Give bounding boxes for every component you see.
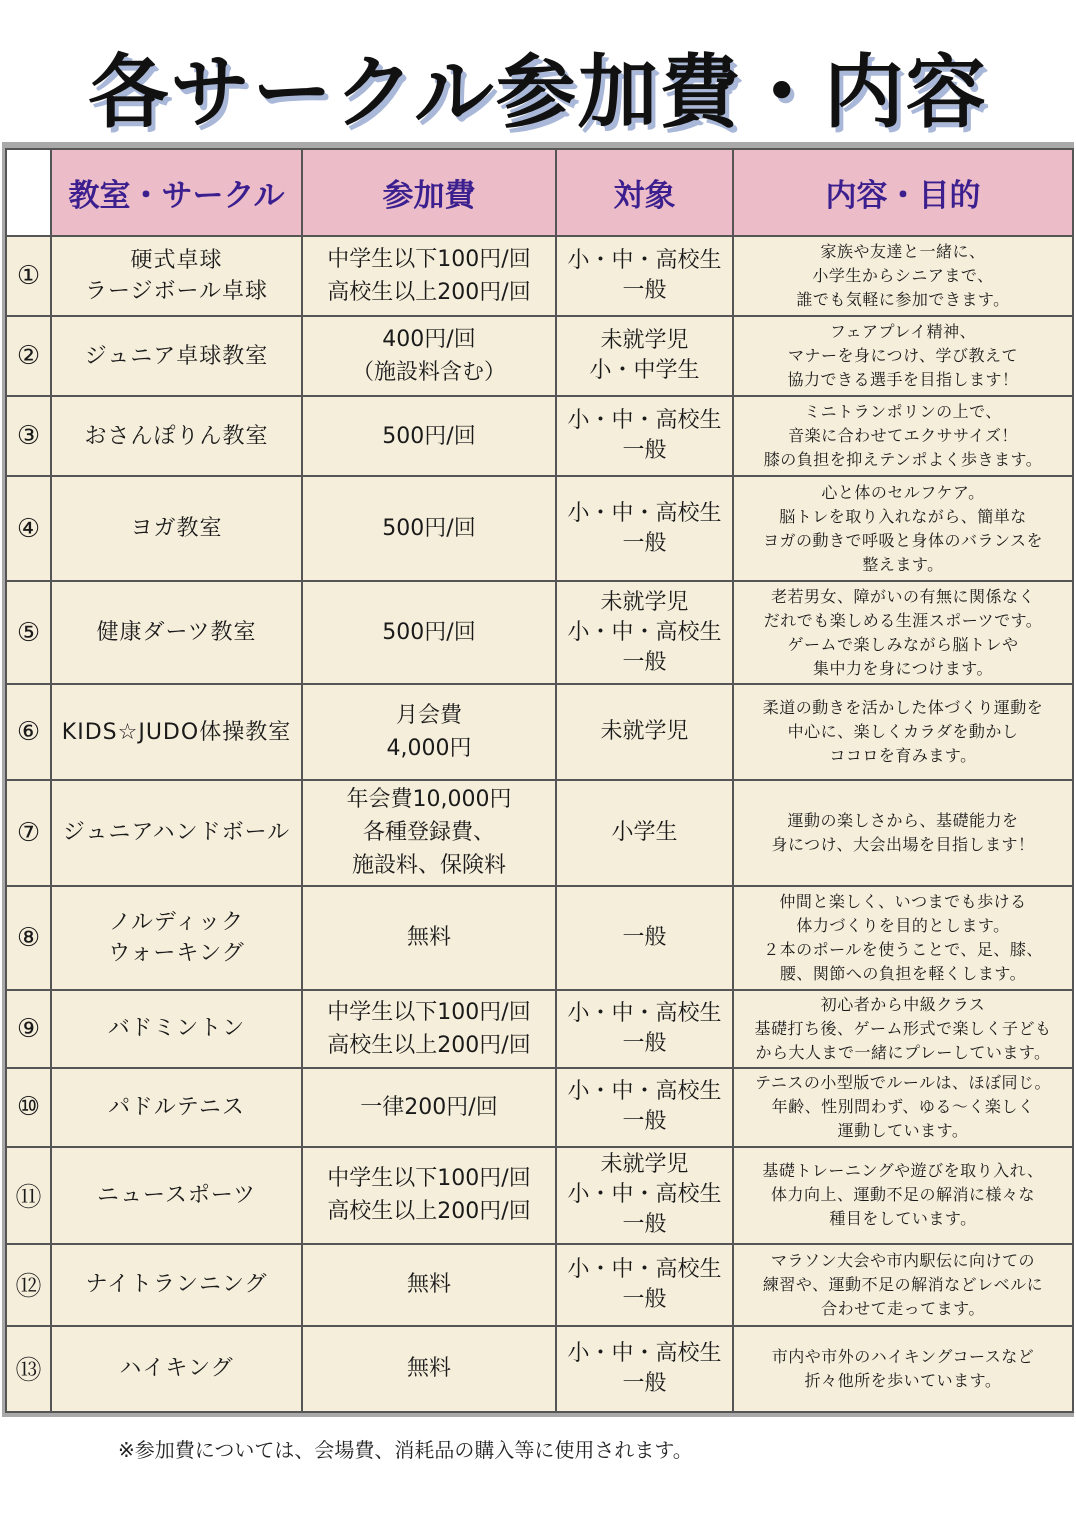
target-audience: 未就学児 小・中・高校生 一般	[556, 581, 733, 684]
table-row	[6, 1147, 1073, 1244]
header-target: 対象	[556, 149, 733, 236]
participation-fee: 400円/回 （施設料含む）	[302, 316, 556, 396]
fee-table	[5, 148, 1074, 1413]
target-audience: 未就学児 小・中・高校生 一般	[556, 1147, 733, 1244]
target-audience: 小学生	[556, 780, 733, 885]
footnote: ※参加費については、会場費、消耗品の購入等に使用されます。	[118, 1438, 693, 1462]
table-row	[6, 581, 1073, 684]
participation-fee: 年会費10,000円 各種登録費、 施設料、保険料	[302, 780, 556, 885]
participation-fee: 500円/回	[302, 396, 556, 476]
description: 心と体のセルフケア。 脳トレを取り入れながら、簡単な ヨガの動きで呼吸と身体のバランスを 整えます。	[733, 476, 1073, 581]
header-circle-name: 教室・サークル	[51, 149, 302, 236]
description: 市内や市外のハイキングコースなど 折々他所を歩いています。	[733, 1326, 1073, 1412]
table-body	[6, 236, 1073, 1412]
target-audience: 小・中・高校生 一般	[556, 990, 733, 1068]
table-row	[6, 990, 1073, 1068]
table-row	[6, 236, 1073, 316]
participation-fee: 無料	[302, 1326, 556, 1412]
circle-name: おさんぽりん教室	[51, 396, 302, 476]
circle-name: 硬式卓球 ラージボール卓球	[51, 236, 302, 316]
table-header-row	[6, 149, 1073, 236]
header-description: 内容・目的	[733, 149, 1073, 236]
row-number: ②	[6, 316, 51, 396]
row-number: ⑦	[6, 780, 51, 885]
target-audience: 小・中・高校生 一般	[556, 1068, 733, 1147]
table-row	[6, 1244, 1073, 1326]
circle-name: ヨガ教室	[51, 476, 302, 581]
target-audience: 小・中・高校生 一般	[556, 396, 733, 476]
row-number: ⑪	[6, 1147, 51, 1244]
table-row	[6, 780, 1073, 885]
row-number: ④	[6, 476, 51, 581]
participation-fee: 無料	[302, 1244, 556, 1326]
circle-name: ハイキング	[51, 1326, 302, 1412]
circle-name: バドミントン	[51, 990, 302, 1068]
description: 老若男女、障がいの有無に関係なく だれでも楽しめる生涯スポーツです。 ゲームで楽しみながら脳トレや 集中力を身につけます。	[733, 581, 1073, 684]
description: 仲間と楽しく、いつまでも歩ける 体力づくりを目的とします。 ２本のポールを使うことで、足、膝、 腰、関節への負担を軽くします。	[733, 886, 1073, 990]
participation-fee: 中学生以下100円/回 高校生以上200円/回	[302, 990, 556, 1068]
row-number: ⑥	[6, 684, 51, 780]
description: フェアプレイ精神、 マナーを身につけ、学び教えて 協力できる選手を目指します！	[733, 316, 1073, 396]
target-audience: 未就学児 小・中学生	[556, 316, 733, 396]
target-audience: 小・中・高校生 一般	[556, 1326, 733, 1412]
circle-name: パドルテニス	[51, 1068, 302, 1147]
circle-name: ジュニア卓球教室	[51, 316, 302, 396]
description: 基礎トレーニングや遊びを取り入れ、 体力向上、運動不足の解消に様々な 種目をしています。	[733, 1147, 1073, 1244]
target-audience: 未就学児	[556, 684, 733, 780]
circle-name: ノルディック ウォーキング	[51, 886, 302, 990]
participation-fee: 無料	[302, 886, 556, 990]
row-number: ⑫	[6, 1244, 51, 1326]
table-row	[6, 1326, 1073, 1412]
circle-name: KIDS☆JUDO体操教室	[51, 684, 302, 780]
description: ミニトランポリンの上で、 音楽に合わせてエクササイズ！ 膝の負担を抑えテンポよく歩きます。	[733, 396, 1073, 476]
participation-fee: 中学生以下100円/回 高校生以上200円/回	[302, 236, 556, 316]
description: 家族や友達と一緒に、 小学生からシニアまで、 誰でも気軽に参加できます。	[733, 236, 1073, 316]
page-title: 各サークル参加費・内容	[88, 46, 988, 139]
description: マラソン大会や市内駅伝に向けての 練習や、運動不足の解消などレベルに 合わせて走ってます。	[733, 1244, 1073, 1326]
circle-name: ナイトランニング	[51, 1244, 302, 1326]
target-audience: 小・中・高校生 一般	[556, 236, 733, 316]
target-audience: 小・中・高校生 一般	[556, 1244, 733, 1326]
row-number: ⑩	[6, 1068, 51, 1147]
header-blank-cell	[6, 149, 51, 236]
table-row	[6, 476, 1073, 581]
participation-fee: 500円/回	[302, 476, 556, 581]
participation-fee: 500円/回	[302, 581, 556, 684]
participation-fee: 中学生以下100円/回 高校生以上200円/回	[302, 1147, 556, 1244]
row-number: ⑤	[6, 581, 51, 684]
row-number: ③	[6, 396, 51, 476]
circle-name: ジュニアハンドボール	[51, 780, 302, 885]
table-row	[6, 316, 1073, 396]
circle-fee-table	[2, 142, 1074, 1417]
target-audience: 小・中・高校生 一般	[556, 476, 733, 581]
circle-name: ニュースポーツ	[51, 1147, 302, 1244]
participation-fee: 月会費 4,000円	[302, 684, 556, 780]
row-number: ⑨	[6, 990, 51, 1068]
description: 運動の楽しさから、基礎能力を 身につけ、大会出場を目指します！	[733, 780, 1073, 885]
table-row	[6, 1068, 1073, 1147]
description: テニスの小型版でルールは、ほぼ同じ。 年齢、性別問わず、ゆる～く楽しく 運動しています。	[733, 1068, 1073, 1147]
table-row	[6, 886, 1073, 990]
row-number: ①	[6, 236, 51, 316]
header-fee: 参加費	[302, 149, 556, 236]
circle-name: 健康ダーツ教室	[51, 581, 302, 684]
description: 初心者から中級クラス 基礎打ち後、ゲーム形式で楽しく子ども から大人まで一緒にプレーしています。	[733, 990, 1073, 1068]
target-audience: 一般	[556, 886, 733, 990]
row-number: ⑬	[6, 1326, 51, 1412]
description: 柔道の動きを活かした体づくり運動を 中心に、楽しくカラダを動かし ココロを育みます。	[733, 684, 1073, 780]
row-number: ⑧	[6, 886, 51, 990]
participation-fee: 一律200円/回	[302, 1068, 556, 1147]
table-row	[6, 684, 1073, 780]
table-row	[6, 396, 1073, 476]
